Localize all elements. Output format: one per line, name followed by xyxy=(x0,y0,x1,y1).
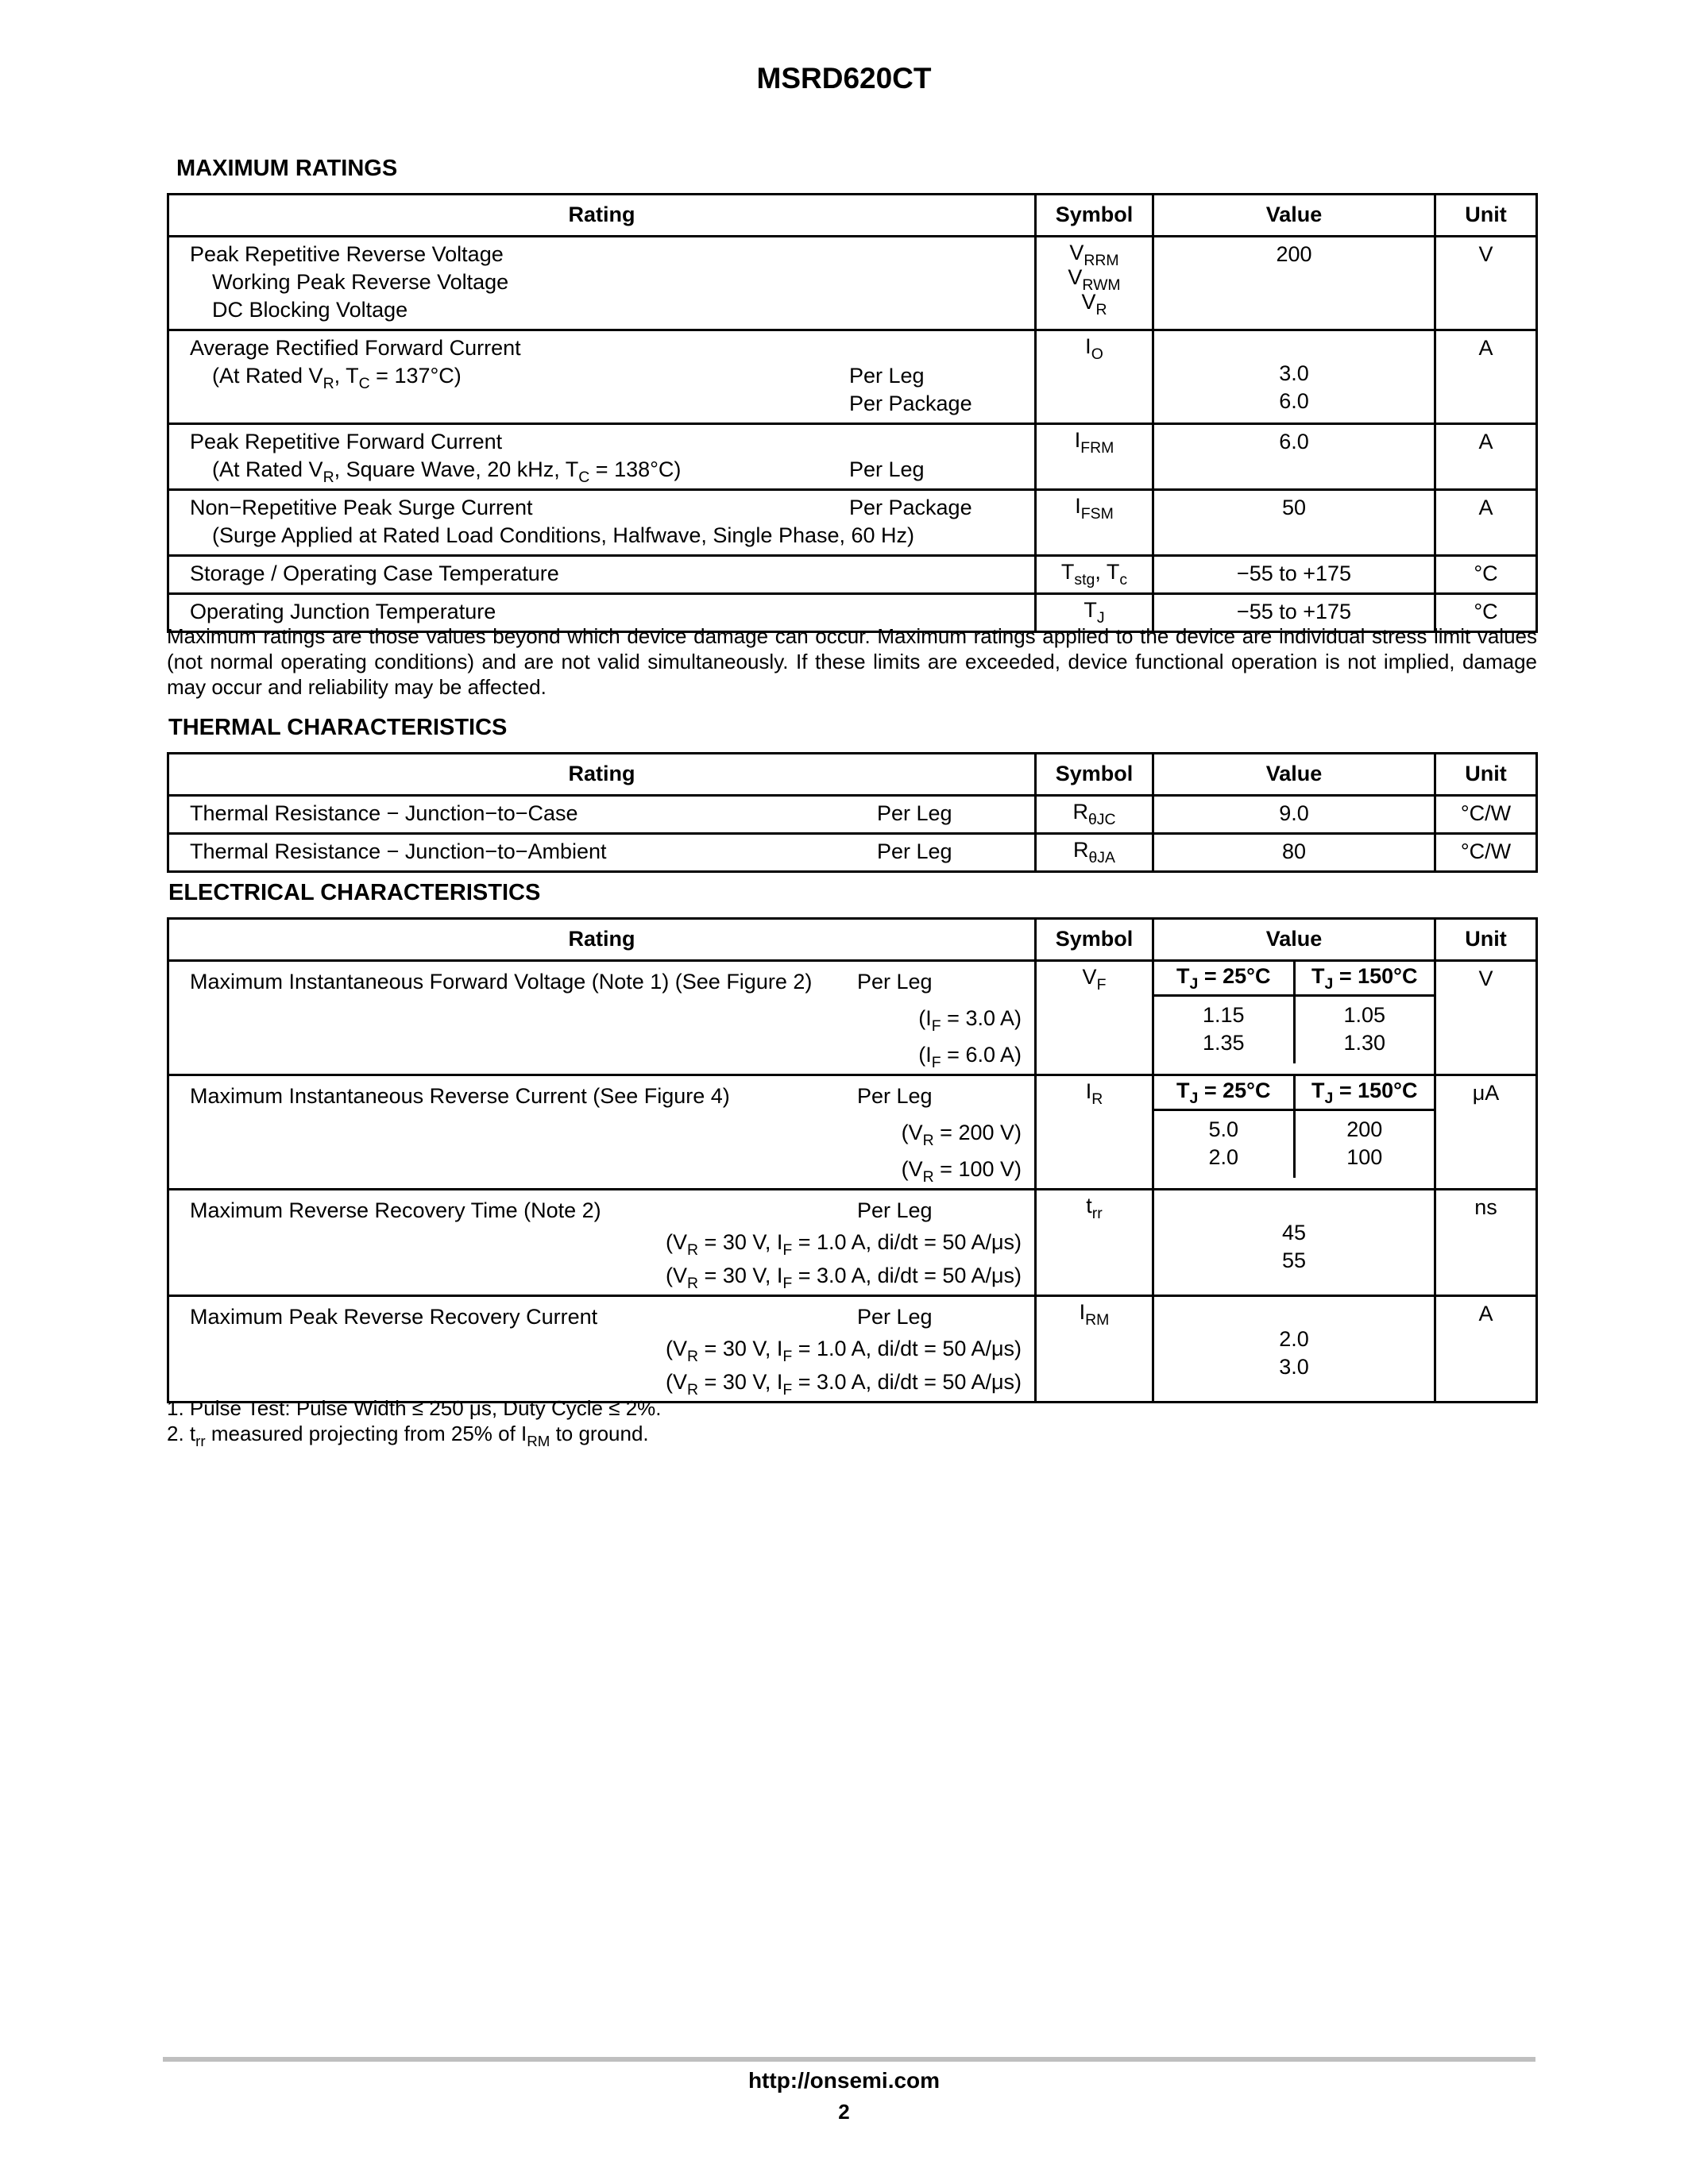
unit-cell: A xyxy=(1435,424,1537,490)
value-cell: 80 xyxy=(1153,834,1435,872)
rating-cell xyxy=(168,237,1036,330)
value-cell: 2.0 3.0 xyxy=(1153,1296,1435,1403)
rating-cell: Maximum Peak Reverse Recovery Current Per Leg ($V_R = 30$ V, $I_F = 1.0$ A, di/dt = 50 A/μs) ($V_R = 30$ V, $I_F = 3.0$ A, di/dt = 50 A/μs) xyxy=(168,1296,1036,1403)
header-rating: Rating xyxy=(168,195,1036,237)
table-row xyxy=(168,424,1537,490)
value-cell: −55 to +175 xyxy=(1153,556,1435,594)
header-unit: Unit xyxy=(1435,919,1537,961)
symbol-cell: $I_{FRM}$ xyxy=(1036,424,1153,490)
unit-cell: V xyxy=(1435,961,1537,1075)
note-2: 2. $t_{rr}$ measured projecting from 25% of $I_{RM}$ to ground. xyxy=(167,1422,649,1449)
tj-25-header: $T_J = 25^\circ C$ xyxy=(1154,1074,1294,1110)
symbol-cell: $I_{FSM}$ xyxy=(1036,490,1153,556)
unit-cell: A xyxy=(1435,330,1537,424)
unit-cell: μA xyxy=(1435,1075,1537,1190)
table-row xyxy=(168,961,1537,1075)
symbol-cell: $R_{\theta JA}$ xyxy=(1036,834,1153,872)
tj-150-values: 200 100 xyxy=(1294,1110,1434,1179)
table-header-row xyxy=(168,919,1537,961)
rating-cell: Operating Junction Temperature xyxy=(168,594,1036,632)
unit-cell: °C xyxy=(1435,594,1537,632)
value-cell xyxy=(1153,1075,1435,1190)
tj-150-header: $T_J = 150^\circ C$ xyxy=(1294,1074,1434,1110)
symbol-cell: $V_F$ xyxy=(1036,961,1153,1075)
electrical-table xyxy=(167,917,1538,1403)
value-cell: 6.0 xyxy=(1153,424,1435,490)
unit-cell: °C/W xyxy=(1435,834,1537,872)
table-row xyxy=(168,1190,1537,1296)
symbol-cell: $V_{RRM}$ $V_{RWM}$ $V_R$ xyxy=(1036,237,1153,330)
unit-cell: °C/W xyxy=(1435,796,1537,834)
table-row xyxy=(168,556,1537,594)
table-row xyxy=(168,330,1537,424)
unit-cell: °C xyxy=(1435,556,1537,594)
rating-cell: Thermal Resistance − Junction−to−Ambient Per Leg xyxy=(168,834,1036,872)
rating-cell: Maximum Instantaneous Forward Voltage (Note 1) (See Figure 2) Per Leg ($I_F = 3.0$ A) ($I_F = 6.0$ A) xyxy=(168,961,1036,1075)
tj-25-values: 1.15 1.35 xyxy=(1154,996,1294,1064)
symbol-cell: $I_R$ xyxy=(1036,1075,1153,1190)
rating-cell: Maximum Reverse Recovery Time (Note 2) Per Leg ($V_R = 30$ V, $I_F = 1.0$ A, di/dt = 50 A/μs) ($V_R = 30$ V, $I_F = 3.0$ A, di/dt = 50 A/μs) xyxy=(168,1190,1036,1296)
header-rating: Rating xyxy=(168,919,1036,961)
unit-cell: A xyxy=(1435,1296,1537,1403)
rating-cell: Peak Repetitive Forward Current (At Rated $V_R$, Square Wave, 20 kHz, $T_C = 138^\circ C$) Per Leg xyxy=(168,424,1036,490)
max-ratings-heading: MAXIMUM RATINGS xyxy=(176,156,398,181)
header-unit: Unit xyxy=(1435,754,1537,796)
rating-text: Working Peak Reverse Voltage xyxy=(212,270,509,294)
unit-cell: V xyxy=(1435,237,1537,330)
value-cell: 200 xyxy=(1153,237,1435,330)
header-symbol: Symbol xyxy=(1036,754,1153,796)
table-row xyxy=(168,237,1537,330)
symbol-cell: $I_{RM}$ xyxy=(1036,1296,1153,1403)
footer-divider xyxy=(163,2057,1535,2062)
table-row xyxy=(168,1296,1537,1403)
tj-150-header: $T_J = 150^\circ C$ xyxy=(1294,959,1434,996)
rating-cell: Average Rectified Forward Current (At Rated $V_R$, $T_C = 137^\circ C$) Per Leg Per Package xyxy=(168,330,1036,424)
rating-text: DC Blocking Voltage xyxy=(212,298,408,322)
header-rating: Rating xyxy=(168,754,1036,796)
symbol-cell: $I_O$ xyxy=(1036,330,1153,424)
unit-cell: A xyxy=(1435,490,1537,556)
document-title: MSRD620CT xyxy=(756,62,932,95)
value-cell: −55 to +175 xyxy=(1153,594,1435,632)
rating-text: (Surge Applied at Rated Load Conditions, Halfwave, Single Phase, 60 Hz) xyxy=(212,523,915,547)
rating-cell: Non−Repetitive Peak Surge Current Per Package (Surge Applied at Rated Load Conditions, Halfwave, Single Phase, 60 Hz) xyxy=(168,490,1036,556)
footer-url-link[interactable]: http://onsemi.com xyxy=(747,2068,941,2093)
temperature-subtable xyxy=(1154,959,1434,1063)
value-cell: 9.0 xyxy=(1153,796,1435,834)
table-row xyxy=(168,834,1537,872)
rating-cell: Thermal Resistance − Junction−to−Case Per Leg xyxy=(168,796,1036,834)
table-header-row xyxy=(168,754,1537,796)
header-value: Value xyxy=(1153,195,1435,237)
max-ratings-table xyxy=(167,193,1538,633)
tj-25-header: $T_J = 25^\circ C$ xyxy=(1154,959,1294,996)
value-cell xyxy=(1153,961,1435,1075)
symbol-cell: $T_J$ xyxy=(1036,594,1153,632)
footnotes xyxy=(167,1395,662,1449)
table-row xyxy=(168,1075,1537,1190)
rating-text: Peak Repetitive Reverse Voltage xyxy=(190,242,504,266)
rating-cell: Maximum Instantaneous Reverse Current (See Figure 4) Per Leg ($V_R = 200$ V) ($V_R = 100$ V) xyxy=(168,1075,1036,1190)
header-value: Value xyxy=(1153,919,1435,961)
header-symbol: Symbol xyxy=(1036,919,1153,961)
value-cell: 45 55 xyxy=(1153,1190,1435,1296)
symbol-cell: $T_{stg}$, $T_c$ xyxy=(1036,556,1153,594)
rating-text: Average Rectified Forward Current xyxy=(190,336,521,360)
table-row xyxy=(168,796,1537,834)
electrical-heading: ELECTRICAL CHARACTERISTICS xyxy=(168,880,541,905)
unit-cell: ns xyxy=(1435,1190,1537,1296)
value-cell: 50 xyxy=(1153,490,1435,556)
value-cell: 3.0 6.0 xyxy=(1153,330,1435,424)
max-ratings-note: Maximum ratings are those values beyond which device damage can occur. Maximum ratings applied to the device are individual stress limit values (not normal operating conditions) and are not valid simultaneously. If these limits are exceeded, device functional operation is not implied, damage may occur and reliability may be affected. xyxy=(167,624,1537,699)
rating-text: Peak Repetitive Forward Current xyxy=(190,430,503,453)
header-value: Value xyxy=(1153,754,1435,796)
header-unit: Unit xyxy=(1435,195,1537,237)
temperature-subtable xyxy=(1154,1074,1434,1178)
symbol-cell: $R_{\theta JC}$ xyxy=(1036,796,1153,834)
symbol-cell: $t_{rr}$ xyxy=(1036,1190,1153,1296)
thermal-table xyxy=(167,752,1538,873)
thermal-heading: THERMAL CHARACTERISTICS xyxy=(168,715,508,740)
table-row xyxy=(168,490,1537,556)
rating-cell: Storage / Operating Case Temperature xyxy=(168,556,1036,594)
tj-150-values: 1.05 1.30 xyxy=(1294,996,1434,1064)
tj-25-values: 5.0 2.0 xyxy=(1154,1110,1294,1179)
table-header-row xyxy=(168,195,1537,237)
note-1: 1. Pulse Test: Pulse Width ≤ 250 μs, Duty Cycle ≤ 2%. xyxy=(167,1396,662,1420)
page-number: 2 xyxy=(838,2100,850,2124)
header-symbol: Symbol xyxy=(1036,195,1153,237)
